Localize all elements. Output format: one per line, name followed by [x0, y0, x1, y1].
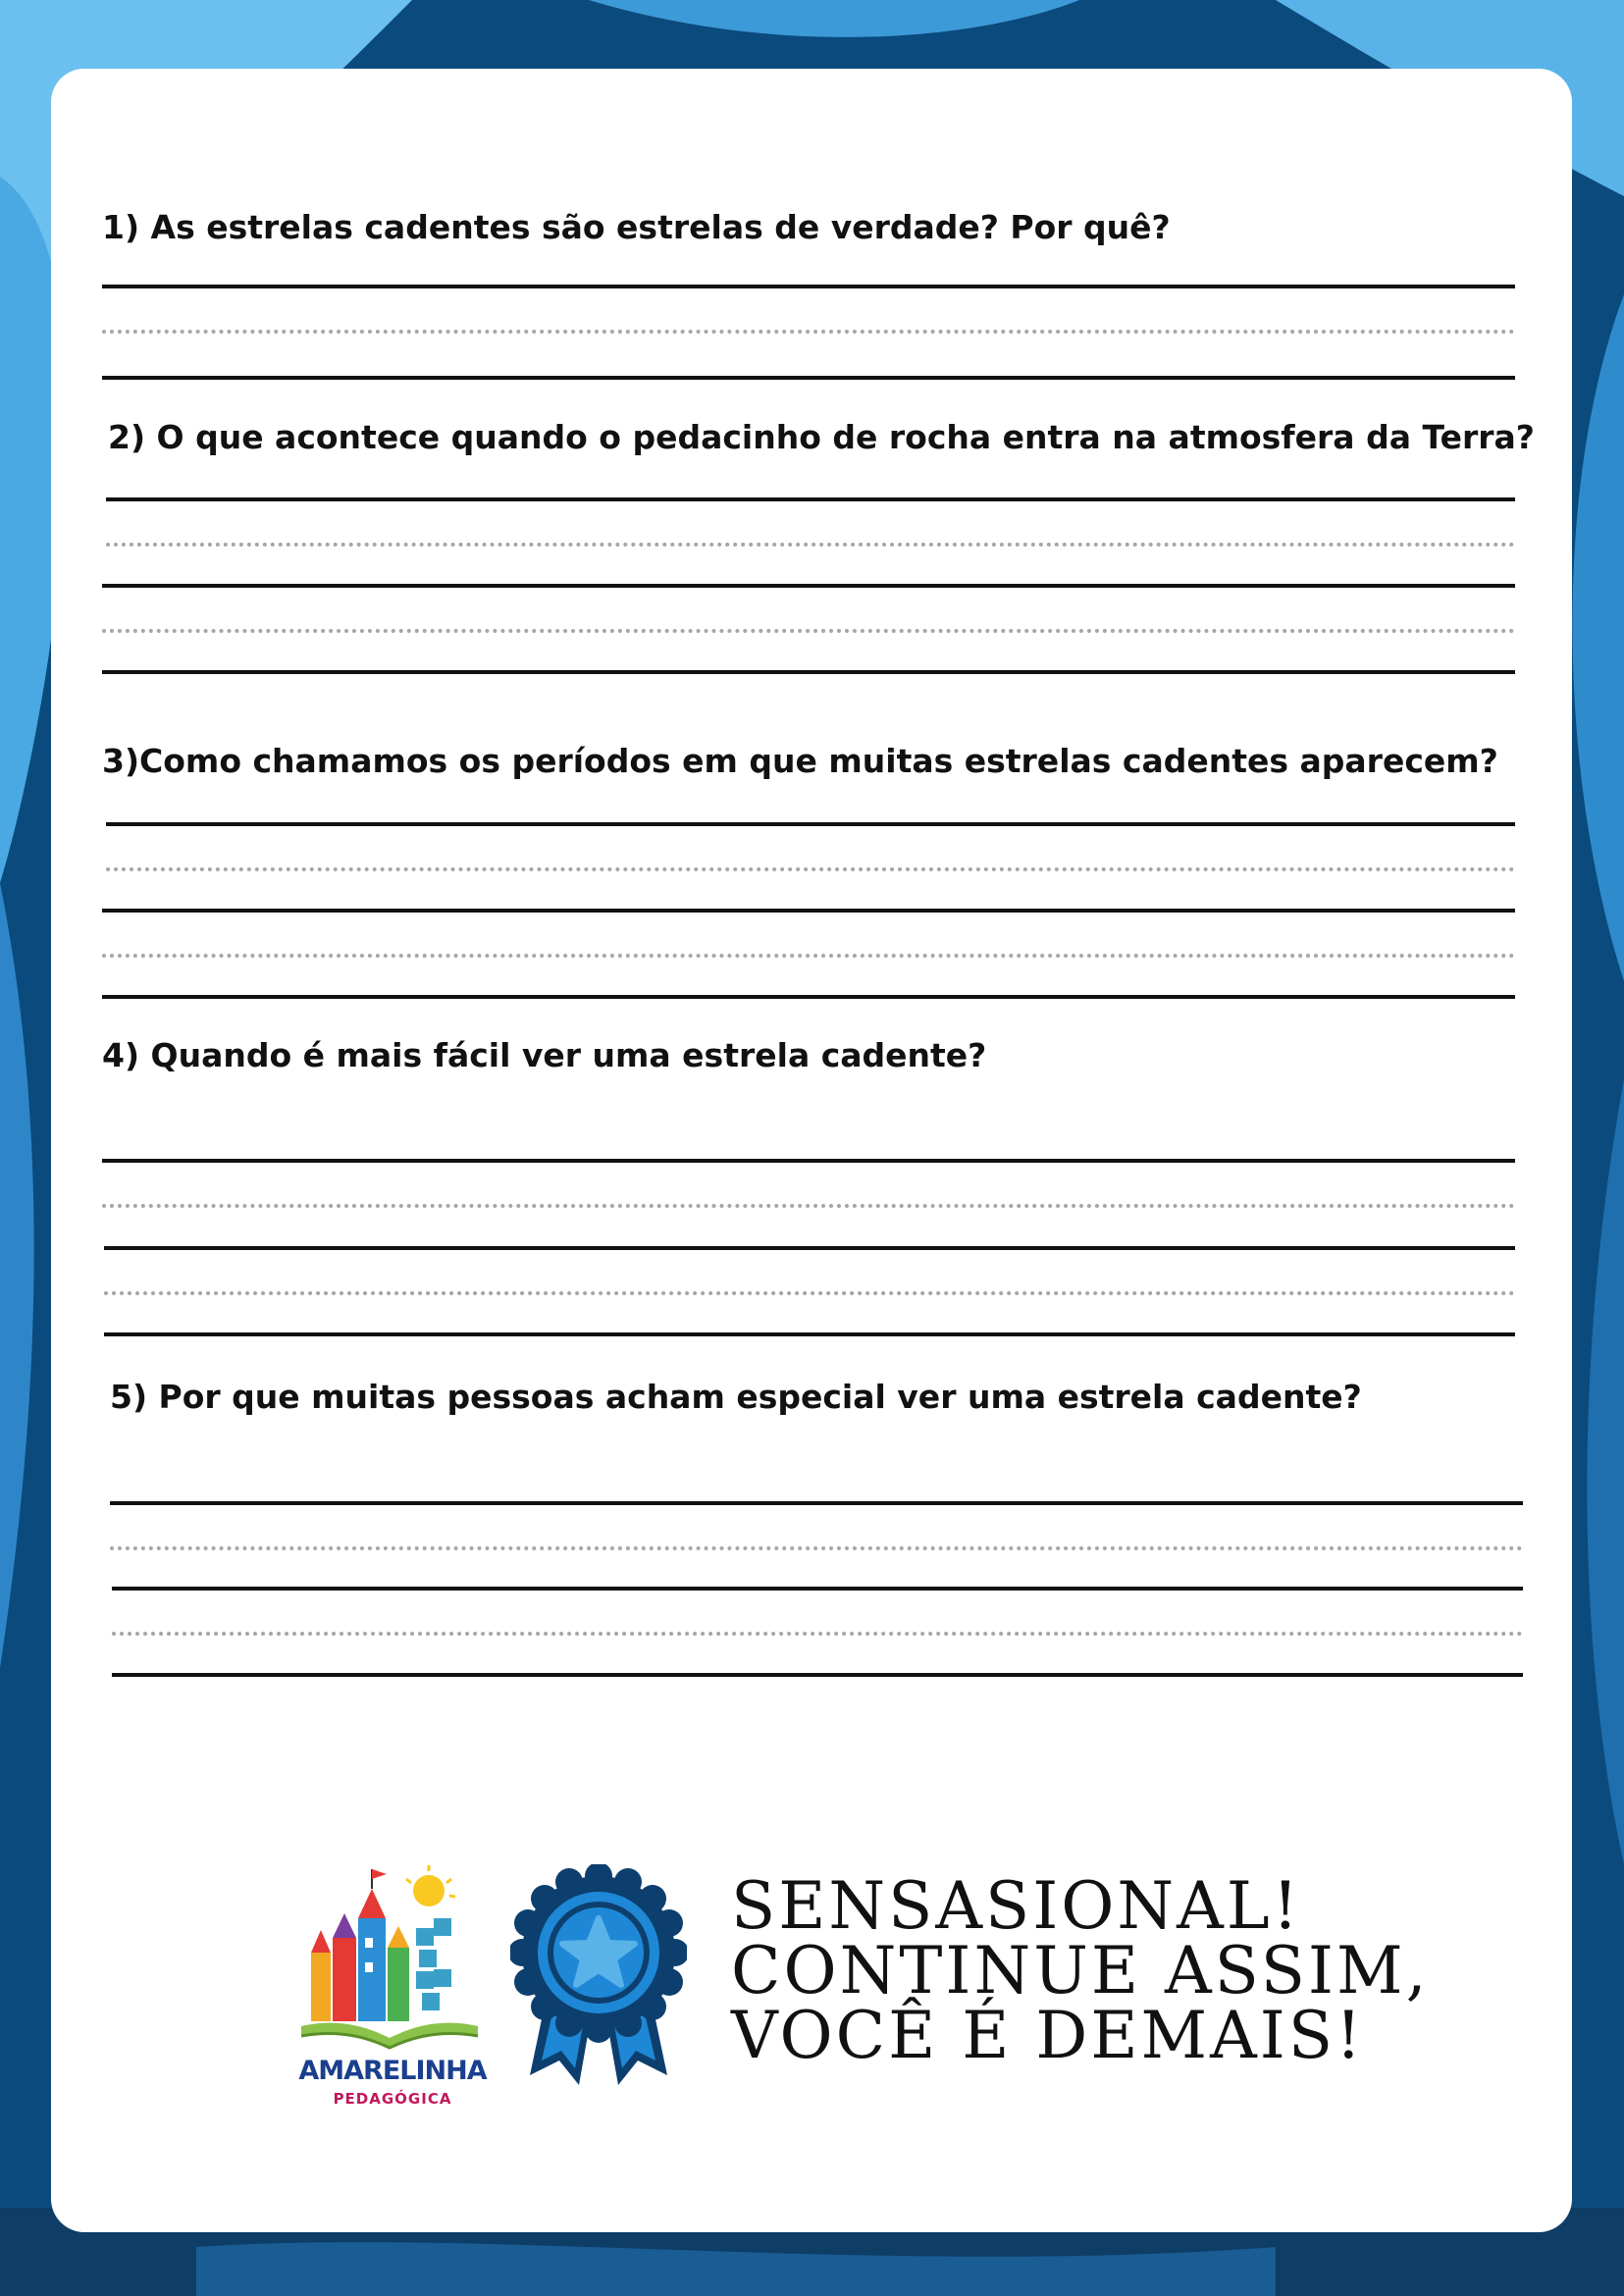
- question-4: 4) Quando é mais fácil ver uma estrela cadente?: [102, 1036, 987, 1074]
- answer-line-dotted[interactable]: [102, 330, 1515, 334]
- answer-line-solid[interactable]: [102, 909, 1515, 913]
- answer-line-solid[interactable]: [110, 1501, 1523, 1505]
- answer-line-solid[interactable]: [106, 497, 1515, 501]
- answer-line-dotted[interactable]: [102, 954, 1515, 958]
- question-1: 1) As estrelas cadentes são estrelas de verdade? Por quê?: [102, 208, 1171, 246]
- question-3: 3)Como chamamos os períodos em que muitas estrelas cadentes aparecem?: [102, 742, 1498, 780]
- answer-line-solid[interactable]: [102, 1159, 1515, 1163]
- answer-line-dotted[interactable]: [102, 1204, 1515, 1208]
- logo-wordmark: AMARELINHA: [298, 2056, 487, 2086]
- answer-line-solid[interactable]: [106, 822, 1515, 826]
- answer-line-dotted[interactable]: [104, 1291, 1515, 1295]
- answer-line-dotted[interactable]: [106, 543, 1515, 547]
- message-line-1: SENSASIONAL!: [731, 1868, 1302, 1944]
- answer-line-dotted[interactable]: [102, 629, 1515, 633]
- award-ribbon-icon: [510, 1864, 687, 2090]
- answer-line-solid[interactable]: [112, 1587, 1523, 1591]
- logo-tagline: PEDAGÓGICA: [333, 2090, 452, 2108]
- answer-line-dotted[interactable]: [106, 867, 1515, 871]
- question-5: 5) Por que muitas pessoas acham especial ver uma estrela cadente?: [110, 1378, 1362, 1416]
- answer-line-solid[interactable]: [102, 584, 1515, 588]
- message-line-2: CONTINUE ASSIM,: [731, 1933, 1430, 2009]
- answer-line-solid[interactable]: [102, 376, 1515, 380]
- answer-line-dotted[interactable]: [110, 1546, 1523, 1550]
- message-line-3: VOCÊ É DEMAIS!: [731, 1998, 1365, 2073]
- question-2: 2) O que acontece quando o pedacinho de rocha entra na atmosfera da Terra?: [108, 418, 1535, 456]
- answer-line-solid[interactable]: [102, 285, 1515, 288]
- answer-line-solid[interactable]: [112, 1673, 1523, 1677]
- answer-line-solid[interactable]: [102, 670, 1515, 674]
- answer-line-dotted[interactable]: [112, 1632, 1523, 1636]
- answer-line-solid[interactable]: [104, 1246, 1515, 1250]
- amarelinha-logo-illustration: [287, 1859, 493, 2085]
- answer-line-solid[interactable]: [102, 995, 1515, 999]
- encouragement-message: [731, 1868, 1430, 2073]
- answer-line-solid[interactable]: [104, 1332, 1515, 1336]
